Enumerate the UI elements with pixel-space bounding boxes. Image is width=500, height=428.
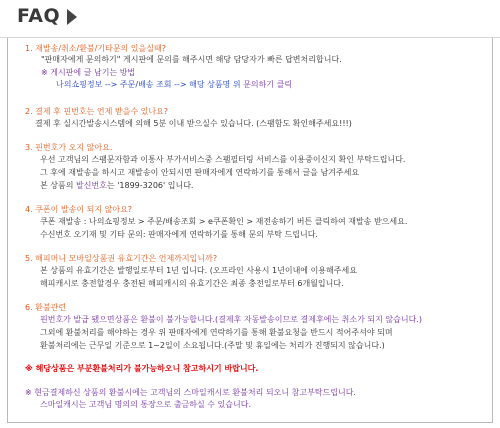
cash-refund-notice-line-2: 스마일캐시는 고객님 명의의 통장으로 출금하실 수 있습니다. <box>40 400 251 409</box>
faq-answer-6-line-2: 그외에 환불처리를 해야하는 경우 위 판매자에게 연락하기를 통해 환불요청을 반드시 적어주셔야 되며 <box>40 328 393 337</box>
page-title: FAQ <box>17 5 61 27</box>
faq-answer-3-line-3 <box>40 181 193 191</box>
board-howto-path <box>56 80 292 90</box>
partial-refund-notice: ※ 해당상품은 부분환불처리가 불가능하오니 참고하시기 바랍니다. <box>25 364 259 373</box>
sender-number-label: 발신번호 <box>76 181 107 190</box>
sender-number-prefix: 본 상품의 <box>40 181 76 190</box>
faq-question-3: 3. 핀번호가 오지 않아요. <box>25 143 113 152</box>
faq-header <box>0 0 500 38</box>
sender-number-value: 는 '1899-3206' 입니다. <box>106 181 194 190</box>
faq-question-1: 1. 재발송/취소/환불/기타문의 있을실때? <box>25 44 166 53</box>
faq-answer-5-line-2: 해피캐시로 충전할경우 충전된 해피캐시의 유효기간은 최종 충전일로부터 6개월입니다. <box>40 279 344 288</box>
cash-refund-notice-line-1: ※ 현금결제하신 상품의 환불시에는 고객님의 스마일캐시로 환불처리 되오니 참고부탁드립니다. <box>25 388 356 397</box>
inquiry-click-text: 문의하기 클릭 <box>243 80 293 89</box>
faq-answer-3-line-2: 그 후에 재발송을 하시고 재발송이 안되시면 판매자에게 연락하기를 통해서 글을 남겨주세요 <box>40 168 360 177</box>
faq-question-2: 2. 결제 후 핀번호는 언제 받을수 있나요? <box>25 107 169 116</box>
faq-question-4: 4. 쿠폰이 발송이 되지 않아요? <box>25 205 133 214</box>
faq-answer-2-line: 결제 후 실시간발송시스템에 의해 5분 이내 받으실수 있습니다. (스팸함도 확인해주세요!!!) <box>35 119 352 128</box>
faq-answer-1-line: "판매자에게 문의하기" 게시판에 문의를 해주시면 해당 담당자가 빠른 답변처리합니다. <box>41 55 342 64</box>
faq-question-5: 5. 해피머니 모바일상품권 유효기간은 언제까지입니까? <box>25 254 218 263</box>
faq-answer-4-line-2: 수신번호 오기재 및 기타 문의: 판매자에게 연락하기를 통해 문의 부탁 드립니다. <box>40 230 318 239</box>
faq-answer-3-line-1: 우선 고객님의 스팸문자함과 이통사 부가서비스중 스팸필터링 서비스를 이용중이신지 확인 부탁드립니다. <box>40 155 406 164</box>
faq-question-6: 6. 환불관련 <box>25 303 67 312</box>
arrow-right-icon <box>67 9 77 25</box>
faq-answer-4-line-1: 쿠폰 재발송 : 나의쇼핑정보 > 주문/배송조회 > e쿠폰확인 > 재전송하기 버튼 클릭하여 재발송 받으세요. <box>40 217 408 226</box>
faq-answer-6-line-1: 핀번호가 발급 됐으면상품은 환불이 불가능합니다.(결제후 자동발송이므로 결제후에는 취소가 되지 않습니다.) <box>40 315 422 324</box>
board-howto-title: ※ 게시판에 글 남기는 방법 <box>41 68 136 77</box>
faq-answer-5-line-1: 본 상품의 유효기간은 발행일로부터 1년 입니다. (오프라인 사용시 1년이내에 이용해주세요 <box>40 266 357 275</box>
faq-answer-6-line-3: 환불처리에는 근무일 기준으로 1~2일이 소요됩니다.(주말 및 휴일에는 처리가 진행되지 않습니다.) <box>40 341 385 350</box>
board-howto-path-text: 나의쇼핑정보 --> 주문/배송 조회 --> 해당 상품명 위 <box>56 80 244 89</box>
